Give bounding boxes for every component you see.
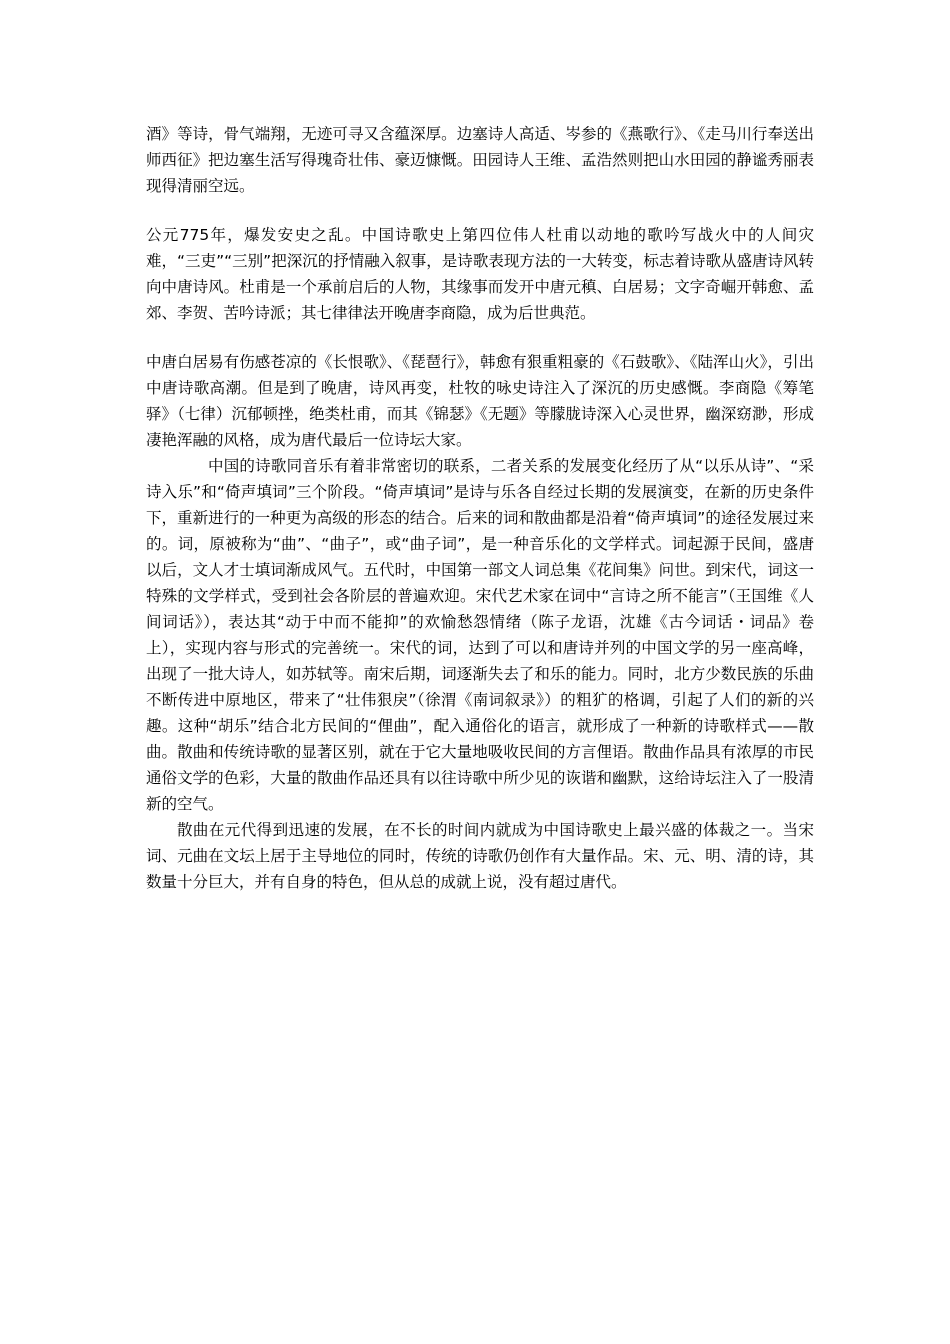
paragraph-tang-frontier-poets: 酒》等诗，骨气端翔，无迹可寻又含蕴深厚。边塞诗人高适、岑参的《燕歌行》、《走马川行奉送出师西征》把边塞生活写得瑰奇壮伟、豪迈慷慨。田园诗人王维、孟浩然则把山水田园的静谧秀丽表现得清丽空远。 (146, 125, 814, 195)
document-body (146, 121, 814, 895)
paragraph-yuan-sanqu: 散曲在元代得到迅速的发展，在不长的时间内就成为中国诗歌史上最兴盛的体裁之一。当宋词、元曲在文坛上居于主导地位的同时，传统的诗歌仍创作有大量作品。宋、元、明、清的诗，其数量十分巨大，并有自身的特色，但从总的成就上说，没有超过唐代。 (146, 821, 814, 891)
paragraph-du-fu: 公元775年，爆发安史之乱。中国诗歌史上第四位伟人杜甫以动地的歌吟写战火中的人间灾难，“三吏”“三别”把深沉的抒情融入叙事，是诗歌表现方法的一大转变，标志着诗歌从盛唐诗风转向中唐诗风。杜甫是一个承前启后的人物，其缘事而发开中唐元稹、白居易；文字奇崛开韩愈、孟郊、李贺、苦吟诗派；其七律律法开晚唐李商隐，成为后世典范。 (146, 226, 814, 322)
paragraph-mid-late-tang: 中唐白居易有伤感苍凉的《长恨歌》、《琵琶行》，韩愈有狠重粗豪的《石鼓歌》、《陆浑山火》，引出中唐诗歌高潮。但是到了晚唐，诗风再变，杜牧的咏史诗注入了深沉的历史感慨。李商隐《筹笔驿》（七律）沉郁顿挫，绝类杜甫，而其《锦瑟》《无题》等朦胧诗深入心灵世界，幽深窈渺，形成凄艳浑融的风格，成为唐代最后一位诗坛大家。 (146, 353, 814, 449)
paragraph-poetry-and-music: 中国的诗歌同音乐有着非常密切的联系，二者关系的发展变化经历了从“以乐从诗”、“采诗入乐”和“倚声填词”三个阶段。“倚声填词”是诗与乐各自经过长期的发展演变，在新的历史条件下，重新进行的一种更为高级的形态的结合。后来的词和散曲都是沿着“倚声填词”的途径发展过来的。词，原被称为“曲”、“曲子”，或“曲子词”，是一种音乐化的文学样式。词起源于民间，盛唐以后，文人才士填词渐成风气。五代时，中国第一部文人词总集《花间集》问世。到宋代，词这一特殊的文学样式，受到社会各阶层的普遍欢迎。宋代艺术家在词中“言诗之所不能言”（王国维《人间词话》），表达其“动于中而不能抑”的欢愉愁怨情绪（陈子龙语，沈雄《古今词话・词品》卷上），实现内容与形式的完善统一。宋代的词，达到了可以和唐诗并列的中国文学的另一座高峰，出现了一批大诗人，如苏轼等。南宋后期，词逐渐失去了和乐的能力。同时，北方少数民族的乐曲不断传进中原地区，带来了“壮伟狠戾”（徐渭《南词叙录》）的粗犷的格调，引起了人们的新的兴趣。这种“胡乐”结合北方民间的“俚曲”，配入通俗化的语言，就形成了一种新的诗歌样式——散曲。散曲和传统诗歌的显著区别，就在于它大量地吸收民间的方言俚语。散曲作品具有浓厚的市民通俗文学的色彩，大量的散曲作品还具有以往诗歌中所少见的诙谐和幽默，这给诗坛注入了一股清新的空气。 (146, 457, 814, 813)
